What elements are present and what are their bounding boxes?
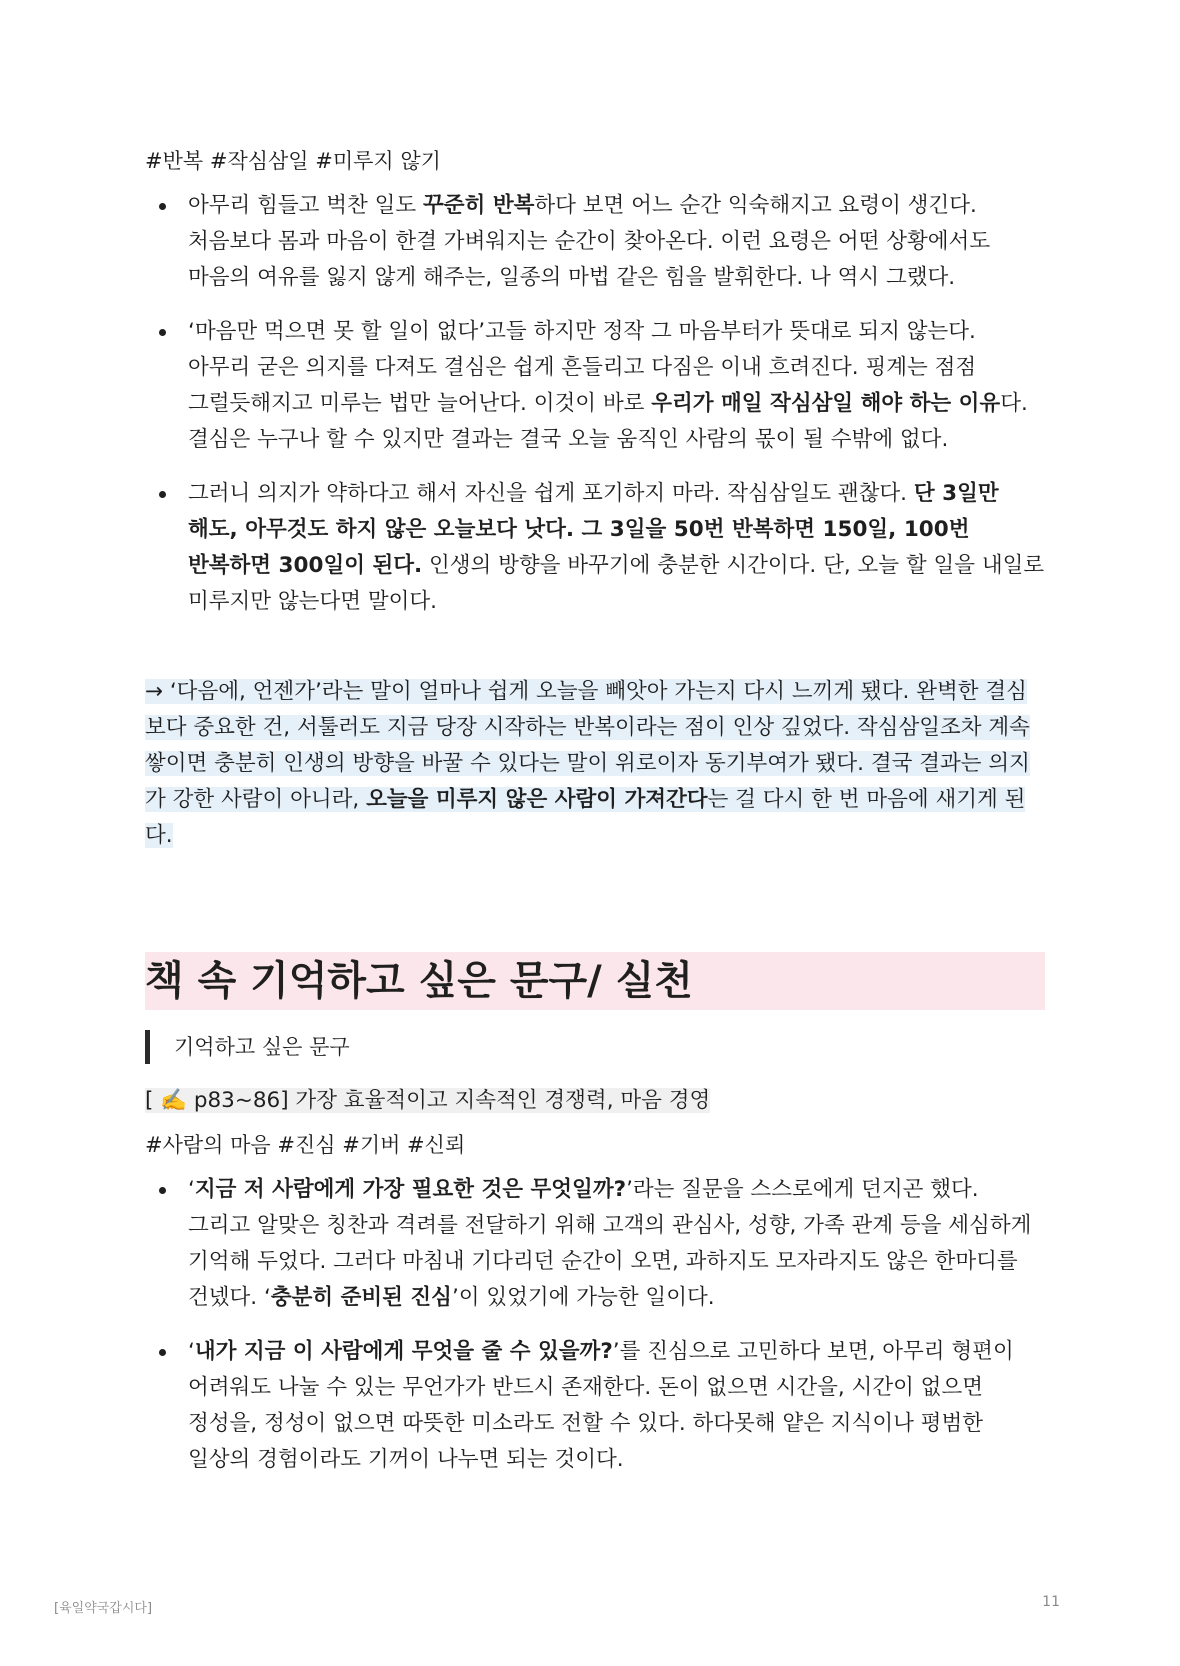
- list-item: 그러니 의지가 약하다고 해서 자신을 쉽게 포기하지 마라. 작심삼일도 괜찮다. 단 3일만 해도, 아무것도 하지 않은 오늘보다 낫다. 그 3일을 50번 반복하면 150일, 100번 반복하면 300일이 된다. 인생의 방향을 바꾸기에 충분한 시간이다. 단, 오늘 할 일을 내일로 미루지만 않는다면 말이다.: [145, 476, 1045, 620]
- list-item: 아무리 힘들고 벅찬 일도 꾸준히 반복하다 보면 어느 순간 익숙해지고 요령이 생긴다. 처음보다 몸과 마음이 한결 가벼워지는 순간이 찾아온다. 이런 요령은 어떤 상황에서도 마음의 여유를 잃지 않게 해주는, 일종의 마법 같은 힘을 발휘한다. 나 역시 그랬다.: [145, 188, 1045, 296]
- citation-text: [ ✍️ p83~86] 가장 효율적이고 지속적인 경쟁력, 마음 경영: [145, 1088, 711, 1113]
- list-item: ‘내가 지금 이 사람에게 무엇을 줄 수 있을까?’를 진심으로 고민하다 보면, 아무리 형편이 어려워도 나눌 수 있는 무언가가 반드시 존재한다. 돈이 없으면 시간을, 시간이 없으면 정성을, 정성이 없으면 따뜻한 미소라도 전할 수 있다. 하다못해 얕은 지식이나 평범한 일상의 경험이라도 기꺼이 나누면 되는 것이다.: [145, 1334, 1045, 1478]
- reflection-paragraph: [145, 674, 1045, 854]
- list-item: ‘마음만 먹으면 못 할 일이 없다’고들 하지만 정작 그 마음부터가 뜻대로 되지 않는다. 아무리 굳은 의지를 다져도 결심은 쉽게 흔들리고 다짐은 이내 흐려진다. 핑계는 점점 그럴듯해지고 미루는 법만 늘어난다. 이것이 바로 우리가 매일 작심삼일 해야 하는 이유다. 결심은 누구나 할 수 있지만 결과는 결국 오늘 움직인 사람의 몫이 될 수밖에 없다.: [145, 314, 1045, 458]
- list-item: ‘지금 저 사람에게 가장 필요한 것은 무엇일까?’라는 질문을 스스로에게 던지곤 했다. 그리고 알맞은 칭찬과 격려를 전달하기 위해 고객의 관심사, 성향, 가족 관계 등을 세심하게 기억해 두었다. 그러다 마침내 기다리던 순간이 오면, 과하지도 모자라지도 않은 한마디를 건넸다. ‘충분히 준비된 진심’이 있었기에 가능한 일이다.: [145, 1172, 1045, 1316]
- quote-block-label: 기억하고 싶은 문구: [145, 1030, 1045, 1064]
- page-content: [145, 140, 1045, 1496]
- hashtags-repetition: #반복 #작심삼일 #미루지 않기: [145, 149, 441, 173]
- page-citation: [145, 1084, 1045, 1118]
- highlighted-text: → ‘다음에, 언젠가’라는 말이 얼마나 쉽게 오늘을 빼앗아 가는지 다시 느끼게 됐다. 완벽한 결심보다 중요한 건, 서툴러도 지금 당장 시작하는 반복이라는 점이 인상 깊었다. 작심삼일조차 계속 쌓이면 충분히 인생의 방향을 바꿀 수 있다는 말이 위로이자 동기부여가 됐다. 결국 결과는 의지가 강한 사람이 아니라, 오늘을 미루지 않은 사람이 가져간다는 걸 다시 한 번 마음에 새기게 된다.: [145, 679, 1030, 848]
- bullet-list-heart: [145, 1172, 1045, 1478]
- bullet-list-repetition: [145, 188, 1045, 620]
- section-heading: 책 속 기억하고 싶은 문구/ 실천: [145, 952, 1045, 1010]
- page-number: 11: [1042, 1594, 1060, 1610]
- hashtags-heart: #사람의 마음 #진심 #기버 #신뢰: [145, 1133, 466, 1157]
- footer-book-title: [육일약국갑시다]: [54, 1601, 153, 1616]
